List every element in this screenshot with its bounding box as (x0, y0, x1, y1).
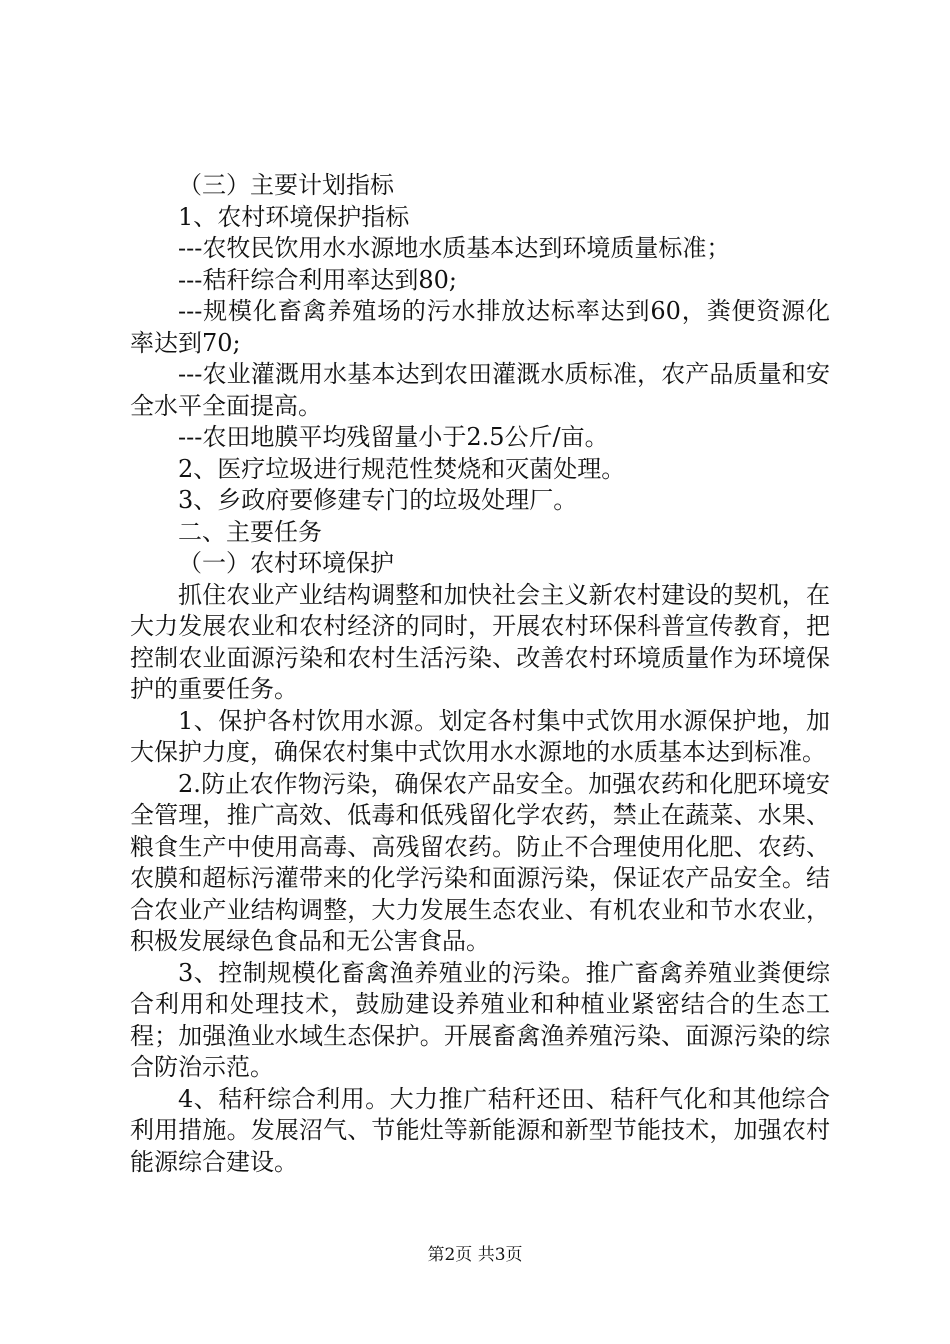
task-straw-utilization: 4、秸秆综合利用。大力推广秸秆还田、秸秆气化和其他综合利用措施。发展沼气、节能灶等新能源和新型节能技术，加强农村能源综合建设。 (130, 1084, 830, 1176)
indicator-item-film-residue: ---农田地膜平均残留量小于2.5公斤/亩。 (178, 423, 609, 451)
document-body (130, 170, 830, 1178)
section-heading-main-tasks: 二、主要任务 (178, 517, 322, 546)
subsection-heading-rural-environment: （一）农村环境保护 (178, 549, 394, 577)
indicator-waste-plant: 3、乡政府要修建专门的垃圾处理厂。 (178, 486, 578, 514)
task-livestock-pollution: 3、控制规模化畜禽渔养殖业的污染。推广畜禽养殖业粪便综合利用和处理技术，鼓励建设养殖业和种植业紧密结合的生态工程；加强渔业水域生态保护。开展畜禽渔养殖污染、面源污染的综合防治示范。 (130, 958, 830, 1081)
section-heading-plan-indicators: （三）主要计划指标 (178, 171, 394, 199)
indicator-item-straw: ---秸秆综合利用率达到80; (178, 265, 457, 294)
indicator-item-drinking-water: ---农牧民饮用水水源地水质基本达到环境质量标准； (178, 234, 731, 262)
indicator-item-livestock: ---规模化畜禽养殖场的污水排放达标率达到60，粪便资源化率达到70; (130, 297, 830, 357)
indicator-item-irrigation: ---农业灌溉用水基本达到农田灌溉水质标准，农产品质量和安全水平全面提高。 (130, 360, 830, 420)
paragraph-intro: 抓住农业产业结构调整和加快社会主义新农村建设的契机，在大力发展农业和农村经济的同时，开展农村环保科普宣传教育，把控制农业面源污染和农村生活污染、改善农村环境质量作为环境保护的重要任务。 (130, 580, 830, 703)
page-footer (0, 1244, 950, 1266)
task-drinking-water: 1、保护各村饮用水源。划定各村集中式饮用水源保护地，加大保护力度，确保农村集中式饮用水水源地的水质基本达到标准。 (130, 706, 830, 766)
indicator-heading-rural-environment: 1、农村环境保护指标 (178, 202, 410, 231)
task-crop-pollution: 2.防止农作物污染，确保农产品安全。加强农药和化肥环境安全管理，推广高效、低毒和低残留化学农药，禁止在蔬菜、水果、粮食生产中使用高毒、高残留农药。防止不合理使用化肥、农药、农膜和超标污灌带来的化学污染和面源污染，保证农产品安全。结合农业产业结构调整，大力发展生态农业、有机农业和节水农业，积极发展绿色食品和无公害食品。 (130, 769, 830, 955)
indicator-medical-waste: 2、医疗垃圾进行规范性焚烧和灭菌处理。 (178, 454, 626, 483)
page-number-label: 第2页 共3页 (427, 1245, 523, 1265)
